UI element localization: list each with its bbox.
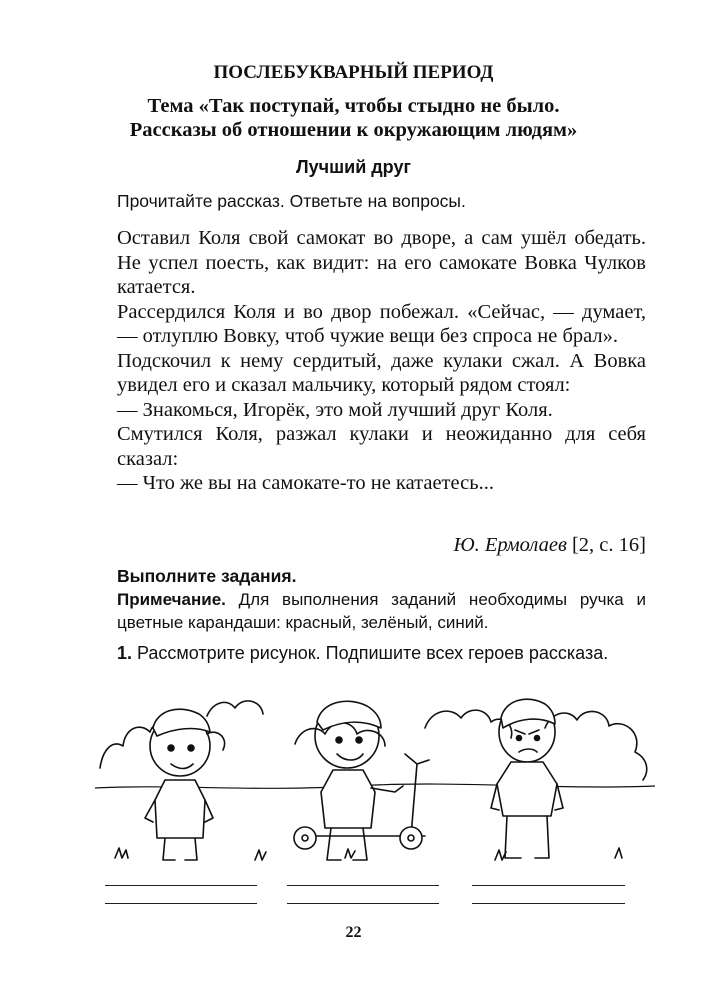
boy-igorek <box>145 709 213 860</box>
source-reference: [2, с. 16] <box>571 534 646 556</box>
note-label: Примечание. <box>117 590 226 609</box>
answer-line[interactable] <box>472 903 625 904</box>
answer-line[interactable] <box>105 903 257 904</box>
story-paragraph: Смутился Коля, разжал кулаки и неожиданно для себя сказал: <box>117 423 646 470</box>
bushes-right <box>545 711 647 780</box>
task-1 <box>117 641 646 665</box>
author-name: Ю. Ермолаев <box>453 534 567 556</box>
answer-line[interactable] <box>105 885 257 886</box>
section-title: ПОСЛЕБУКВАРНЫЙ ПЕРИОД <box>213 62 494 83</box>
topic-line-2: Рассказы об отношении к окружающим людям» <box>129 119 578 141</box>
story-title: Лучший друг <box>296 157 411 177</box>
story-paragraph: Рассердился Коля и во двор побежал. «Сейчас, — думает, — отлуплю Вовку, чтоб чужие вещи без спроса не брал». <box>117 300 646 347</box>
task-1-number: 1. <box>117 643 133 663</box>
story-text <box>117 226 646 496</box>
boy-vovka <box>491 699 563 858</box>
story-attribution <box>453 534 646 557</box>
story-paragraph: — Знакомься, Игорёк, это мой лучший друг Коля. <box>117 398 553 421</box>
note-text: Для выполнения заданий необходимы ручка и цветные карандаши: красный, зелёный, синий. <box>117 590 646 632</box>
topic-line-1: Тема «Так поступай, чтобы стыдно не было. <box>147 95 560 117</box>
page-number: 22 <box>345 924 362 941</box>
story-paragraph: — Что же вы на самокате-то не катаетесь... <box>117 472 494 494</box>
task-1-text: Рассмотрите рисунок. Подпишите всех героев рассказа. <box>132 643 609 663</box>
topic-heading <box>0 94 707 142</box>
story-illustration <box>95 688 655 870</box>
reading-instruction: Прочитайте рассказ. Ответьте на вопросы. <box>117 191 466 211</box>
story-paragraph: Оставил Коля свой самокат во дворе, а сам ушёл обедать. Не успел поесть, как видит: на его самокате Вовка Чулков катается. <box>117 227 646 298</box>
tree-left <box>207 701 263 716</box>
answer-line[interactable] <box>472 885 625 886</box>
tasks-heading: Выполните задания. <box>117 566 297 586</box>
note <box>117 588 646 634</box>
story-paragraph: Подскочил к нему сердитый, даже кулаки сжал. А Вовка увидел его и сказал мальчику, который рядом стоял: <box>117 349 646 396</box>
answer-line[interactable] <box>287 903 439 904</box>
boy-kolya-with-scooter <box>294 701 429 860</box>
answer-line[interactable] <box>287 885 439 886</box>
